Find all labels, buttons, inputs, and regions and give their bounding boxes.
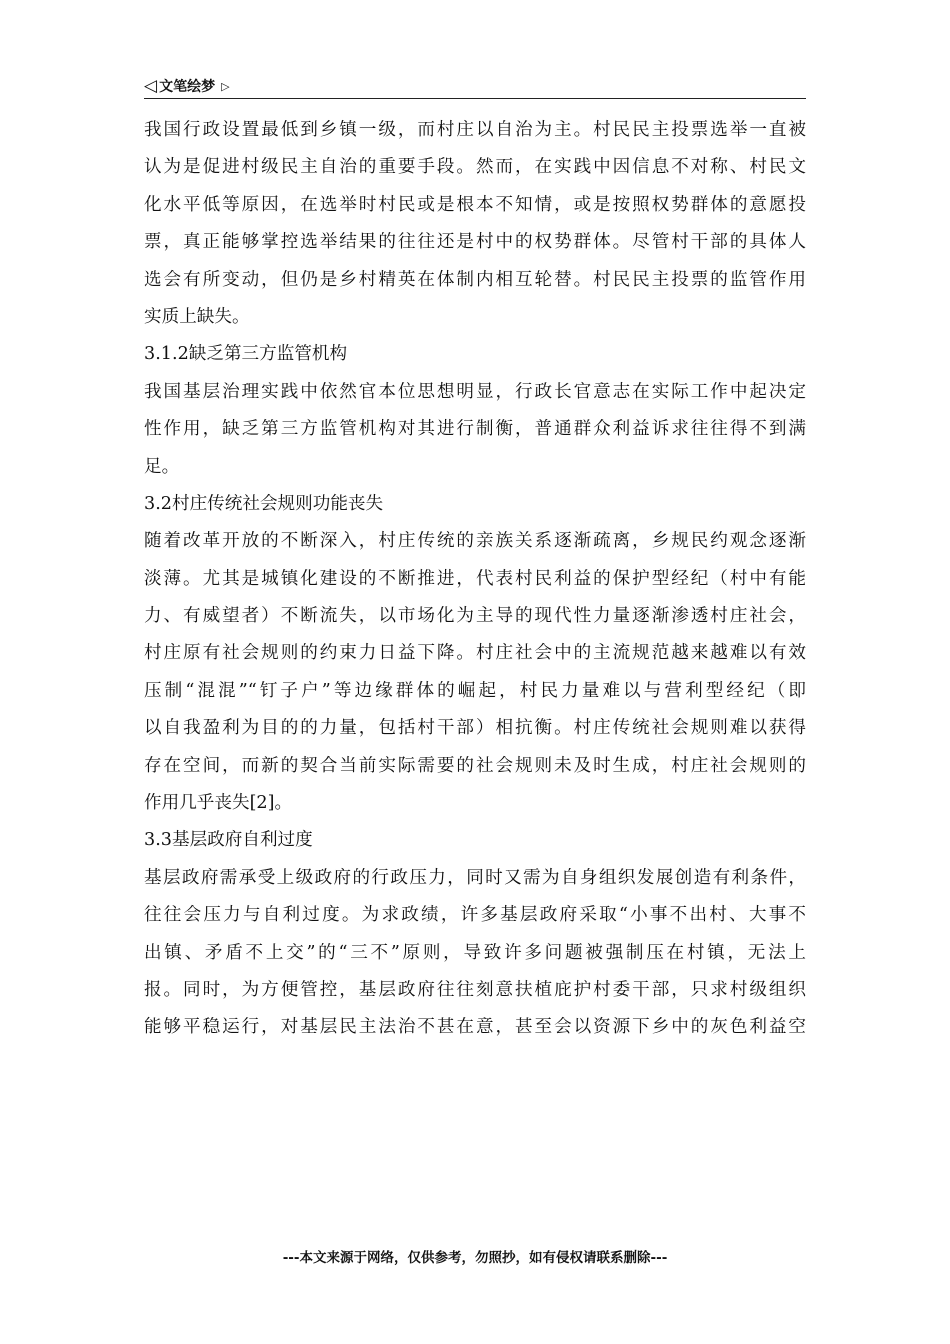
text-line: 存在空间，而新的契合当前实际需要的社会规则未及时生成，村庄社会规则的 bbox=[144, 755, 806, 776]
text-line: 我国基层治理实践中依然官本位思想明显，行政长官意志在实际工作中起决定 bbox=[144, 381, 806, 402]
text-line: 基层政府需承受上级政府的行政压力，同时又需为自身组织发展创造有利条件， bbox=[144, 867, 806, 888]
text-line: 随着改革开放的不断深入，村庄传统的亲族关系逐渐疏离，乡规民约观念逐渐 bbox=[144, 531, 806, 552]
text-line: 认为是促进村级民主自治的重要手段。然而，在实践中因信息不对称、村民文 bbox=[144, 157, 806, 178]
text-line: 力、有威望者）不断流失，以市场化为主导的现代性力量逐渐渗透村庄社会， bbox=[144, 606, 806, 627]
text-line: 以自我盈利为目的的力量，包括村干部）相抗衡。村庄传统社会规则难以获得 bbox=[144, 718, 806, 739]
header-title: 文笔绘梦 bbox=[159, 79, 216, 95]
text-line: 票，真正能够掌控选举结果的往往还是村中的权势群体。尽管村干部的具体人 bbox=[144, 232, 806, 253]
text-line: 报。同时，为方便管控，基层政府往往刻意扶植庇护村委干部，只求村级组织 bbox=[144, 979, 806, 1000]
text-line: 村庄原有社会规则的约束力日益下降。村庄社会中的主流规范越来越难以有效 bbox=[144, 643, 806, 664]
text-line: 淡薄。尤其是城镇化建设的不断推进，代表村民利益的保护型经纪（村中有能 bbox=[144, 568, 806, 589]
text-line: 足。 bbox=[144, 456, 180, 477]
text-line: 3.1.2缺乏第三方监管机构 bbox=[144, 344, 348, 365]
text-line: 化水平低等原因，在选举时村民或是根本不知情，或是按照权势群体的意愿投 bbox=[144, 194, 806, 215]
text-line: 3.2村庄传统社会规则功能丧失 bbox=[144, 493, 384, 514]
text-line: 3.3基层政府自利过度 bbox=[144, 830, 313, 851]
triangle-left-icon: ◁ bbox=[144, 75, 158, 96]
document-body bbox=[144, 112, 806, 1047]
text-line: 出镇、矛盾不上交”的“三不”原则，导致许多问题被强制压在村镇，无法上 bbox=[144, 942, 806, 963]
page-header bbox=[144, 74, 806, 99]
footer-disclaimer: ---本文来源于网络，仅供参考，勿照抄，如有侵权请联系删除--- bbox=[282, 1250, 668, 1266]
text-line: 性作用，缺乏第三方监管机构对其进行制衡，普通群众利益诉求往往得不到满 bbox=[144, 419, 806, 440]
text-line: 实质上缺失。 bbox=[144, 306, 250, 327]
text-line: 往往会压力与自利过度。为求政绩，许多基层政府采取“小事不出村、大事不 bbox=[144, 905, 806, 926]
text-line: 选会有所变动，但仍是乡村精英在体制内相互轮替。村民民主投票的监管作用 bbox=[144, 269, 806, 290]
text-line: 压制“混混”“钉子户”等边缘群体的崛起，村民力量难以与营利型经纪（即 bbox=[144, 680, 806, 701]
triangle-right-icon: ▷ bbox=[221, 79, 230, 93]
text-line: 能够平稳运行，对基层民主法治不甚在意，甚至会以资源下乡中的灰色利益空 bbox=[144, 1017, 806, 1038]
text-line: 作用几乎丧失[2]。 bbox=[144, 793, 293, 814]
text-line: 我国行政设置最低到乡镇一级，而村庄以自治为主。村民民主投票选举一直被 bbox=[144, 120, 806, 140]
